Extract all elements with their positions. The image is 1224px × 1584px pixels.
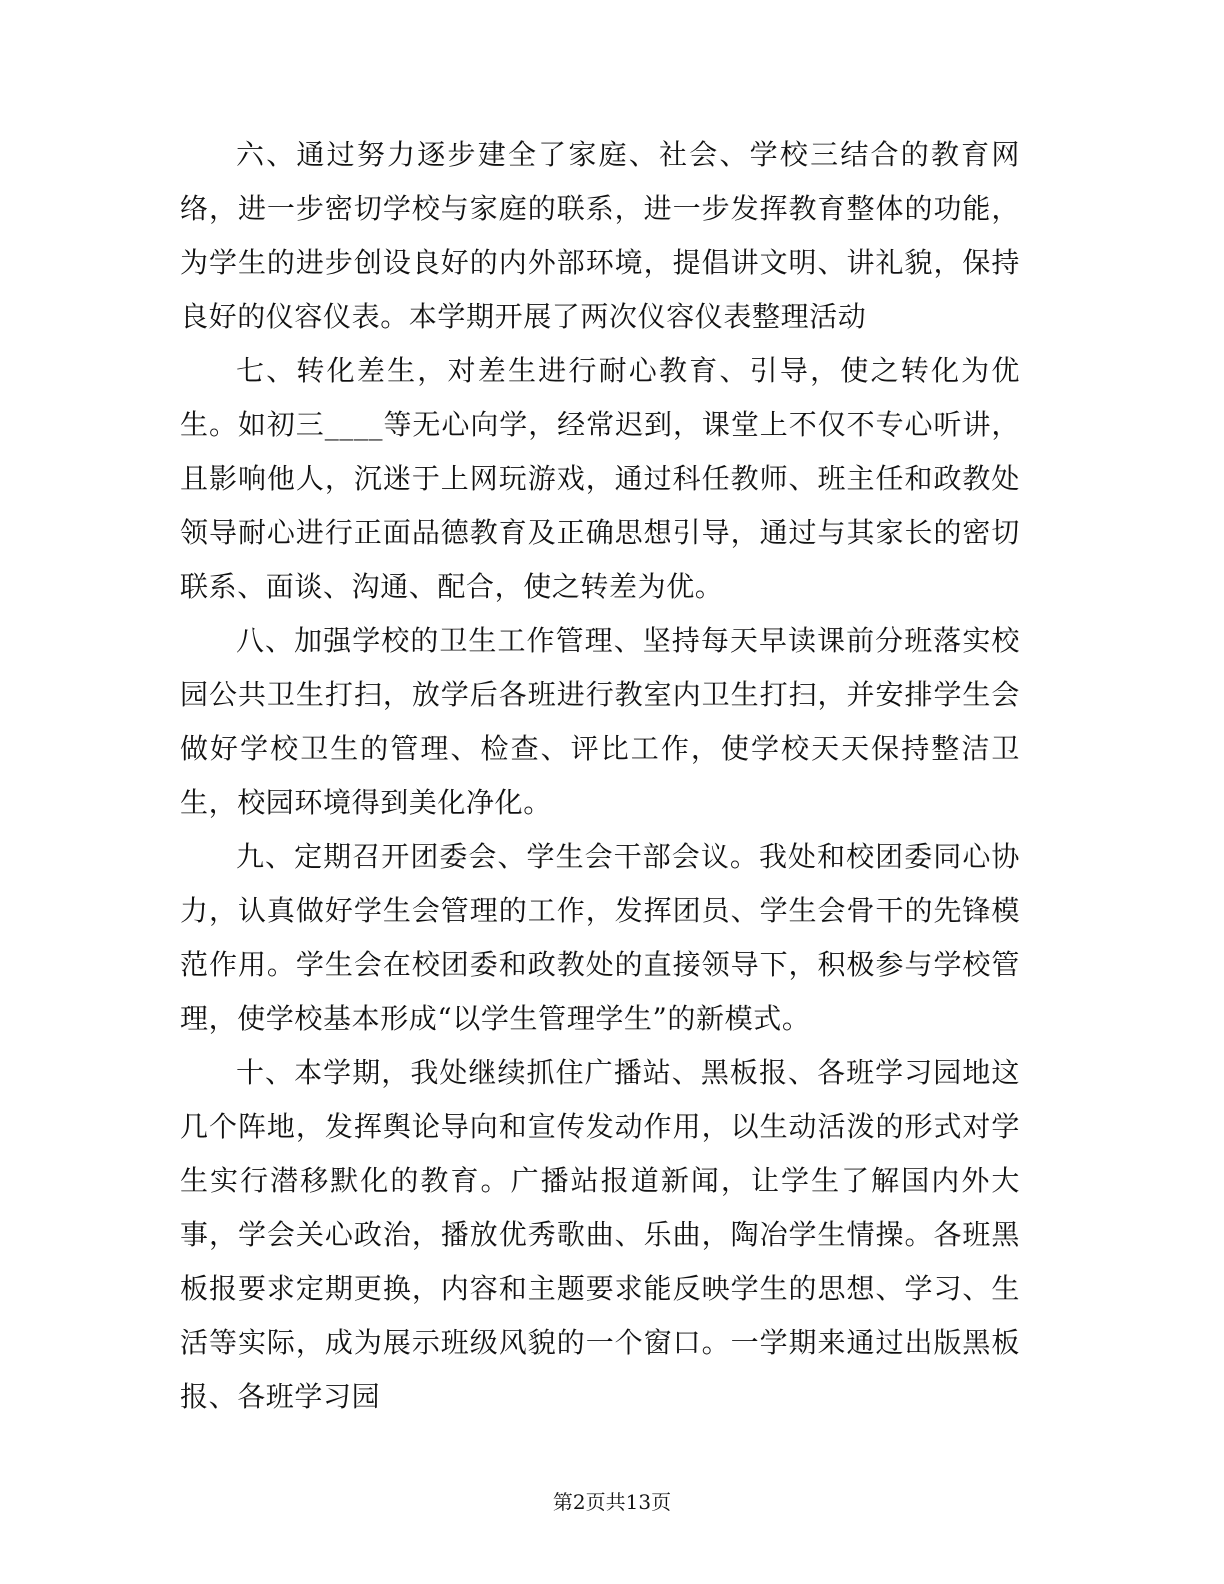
document-body [180,128,1020,1424]
paragraph-7: 七、转化差生，对差生进行耐心教育、引导，使之转化为优生。如初三____等无心向学，经常迟到，课堂上不仅不专心听讲，且影响他人，沉迷于上网玩游戏，通过科任教师、班主任和政教处领导耐心进行正面品德教育及正确思想引导，通过与其家长的密切联系、面谈、沟通、配合，使之转差为优。 [180,354,1020,603]
paragraph-10: 十、本学期，我处继续抓住广播站、黑板报、各班学习园地这几个阵地，发挥舆论导向和宣传发动作用，以生动活泼的形式对学生实行潜移默化的教育。广播站报道新闻，让学生了解国内外大事，学会关心政治，播放优秀歌曲、乐曲，陶冶学生情操。各班黑板报要求定期更换，内容和主题要求能反映学生的思想、学习、生活等实际，成为展示班级风貌的一个窗口。一学期来通过出版黑板报、各班学习园 [180,1056,1020,1413]
paragraph-8: 八、加强学校的卫生工作管理、坚持每天早读课前分班落实校园公共卫生打扫，放学后各班进行教室内卫生打扫，并安排学生会做好学校卫生的管理、检查、评比工作，使学校天天保持整洁卫生，校园环境得到美化净化。 [180,624,1020,819]
paragraph-9: 九、定期召开团委会、学生会干部会议。我处和校团委同心协力，认真做好学生会管理的工作，发挥团员、学生会骨干的先锋模范作用。学生会在校团委和政教处的直接领导下，积极参与学校管理，使学校基本形成“以学生管理学生”的新模式。 [180,840,1020,1035]
paragraph-6: 六、通过努力逐步建全了家庭、社会、学校三结合的教育网络，进一步密切学校与家庭的联系，进一步发挥教育整体的功能，为学生的进步创设良好的内外部环境，提倡讲文明、讲礼貌，保持良好的仪容仪表。本学期开展了两次仪容仪表整理活动 [180,138,1020,333]
page-number-footer: 第2页共13页 [552,1490,672,1514]
